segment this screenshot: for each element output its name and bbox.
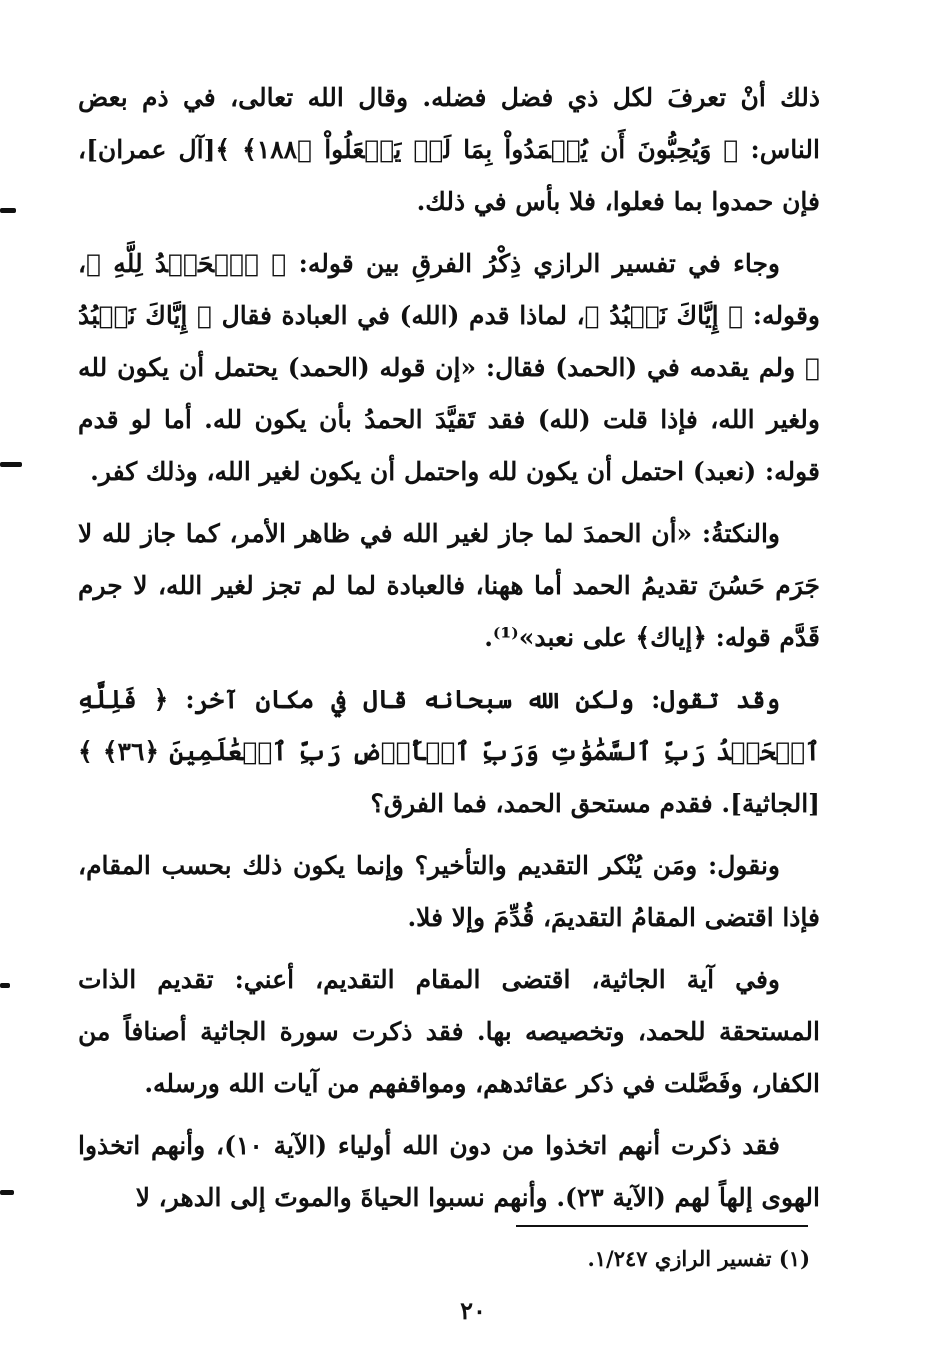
paragraph: وفي آية الجاثية، اقتضى المقام التقديم، أعني: تقديم الذات المستحقة للحمد، وتخصيصه بها. فقد ذكرت سورة الجاثية أصنافاً من الكفار، وفَصَّلت في ذكر عقائدهم، ومواقفهم من آيات الله ورسله. [78,965,820,1098]
paragraph: ونقول: ومَن يُنْكر التقديم والتأخير؟ وإنما يكون ذلك بحسب المقام، فإذا اقتضى المقامُ التقديمَ، قُدِّمَ وإلا فلا. [78,851,820,932]
footnote: (١) تفسير الرازي ١/٢٤٧. [587,1246,810,1271]
margin-mark [0,462,22,467]
margin-mark [0,1190,14,1195]
margin-mark [0,208,16,213]
paragraph: وقد تقول: ولكن الله سبحانه قال في مكان آخر: ﴿ فَلِلَّهِ ٱلۡحَمۡدُ رَبِّ ٱلسَّمَٰوَٰتِ وَرَبِّ ٱلۡأَرۡضِ رَبِّ ٱلۡعَٰلَمِينَ ﴿٣٦﴾ ﴾[الجاثية]. فقدم مستحق الحمد، فما الفرق؟ [78,685,820,818]
paragraph: ذلك أنْ تعرفَ لكل ذي فضل فضله. وقال الله تعالى، في ذم بعض الناس: ﴿ وَيُحِبُّونَ أَن يُحۡمَدُواْ بِمَا لَمۡ يَفۡعَلُواْ ﴿١٨٨﴾ ﴾[آل عمران]، فإن حمدوا بما فعلوا، فلا بأس في ذلك. [78,83,820,216]
paragraph: فقد ذكرت أنهم اتخذوا من دون الله أولياء (الآية ١٠)، وأنهم اتخذوا الهوى إلهاً لهم (الآية ٢٣). وأنهم نسبوا الحياةَ والموتَ إلى الدهر، لا [78,1131,820,1212]
margin-mark [0,983,10,988]
footnote-divider [516,1225,808,1227]
main-text [78,72,820,1234]
paragraph: وجاء في تفسير الرازي ذِكْرُ الفرقِ بين قوله: ﴿ ٱلۡحَمۡدُ لِلَّهِ ﴾، وقوله: ﴿ إِيَّاكَ نَعۡبُدُ ﴾، لماذا قدم (الله) في العبادة فقال ﴿ إِيَّاكَ نَعۡبُدُ ﴾ ولم يقدمه في (الحمد) فقال: «إن قوله (الحمد) يحتمل أن يكون لله ولغير الله، فإذا قلت (لله) فقد تَقيَّدَ الحمدُ بأن يكون لله. أما لو قدم قوله: (نعبد) احتمل أن يكون لله واحتمل أن يكون لغير الله، وذلك كفر. [78,249,820,486]
paragraph: والنكتةُ: «أن الحمدَ لما جاز لغير الله في ظاهر الأمر، كما جاز لله لا جَرَم حَسُنَ تقديمُ الحمد أما ههنا، فالعبادة لما لم تجز لغير الله، لا جرم قَدَّم قوله: ﴿إياك﴾ على نعبد»⁽¹⁾. [78,519,820,652]
page-number: ٢٠ [460,1296,486,1325]
